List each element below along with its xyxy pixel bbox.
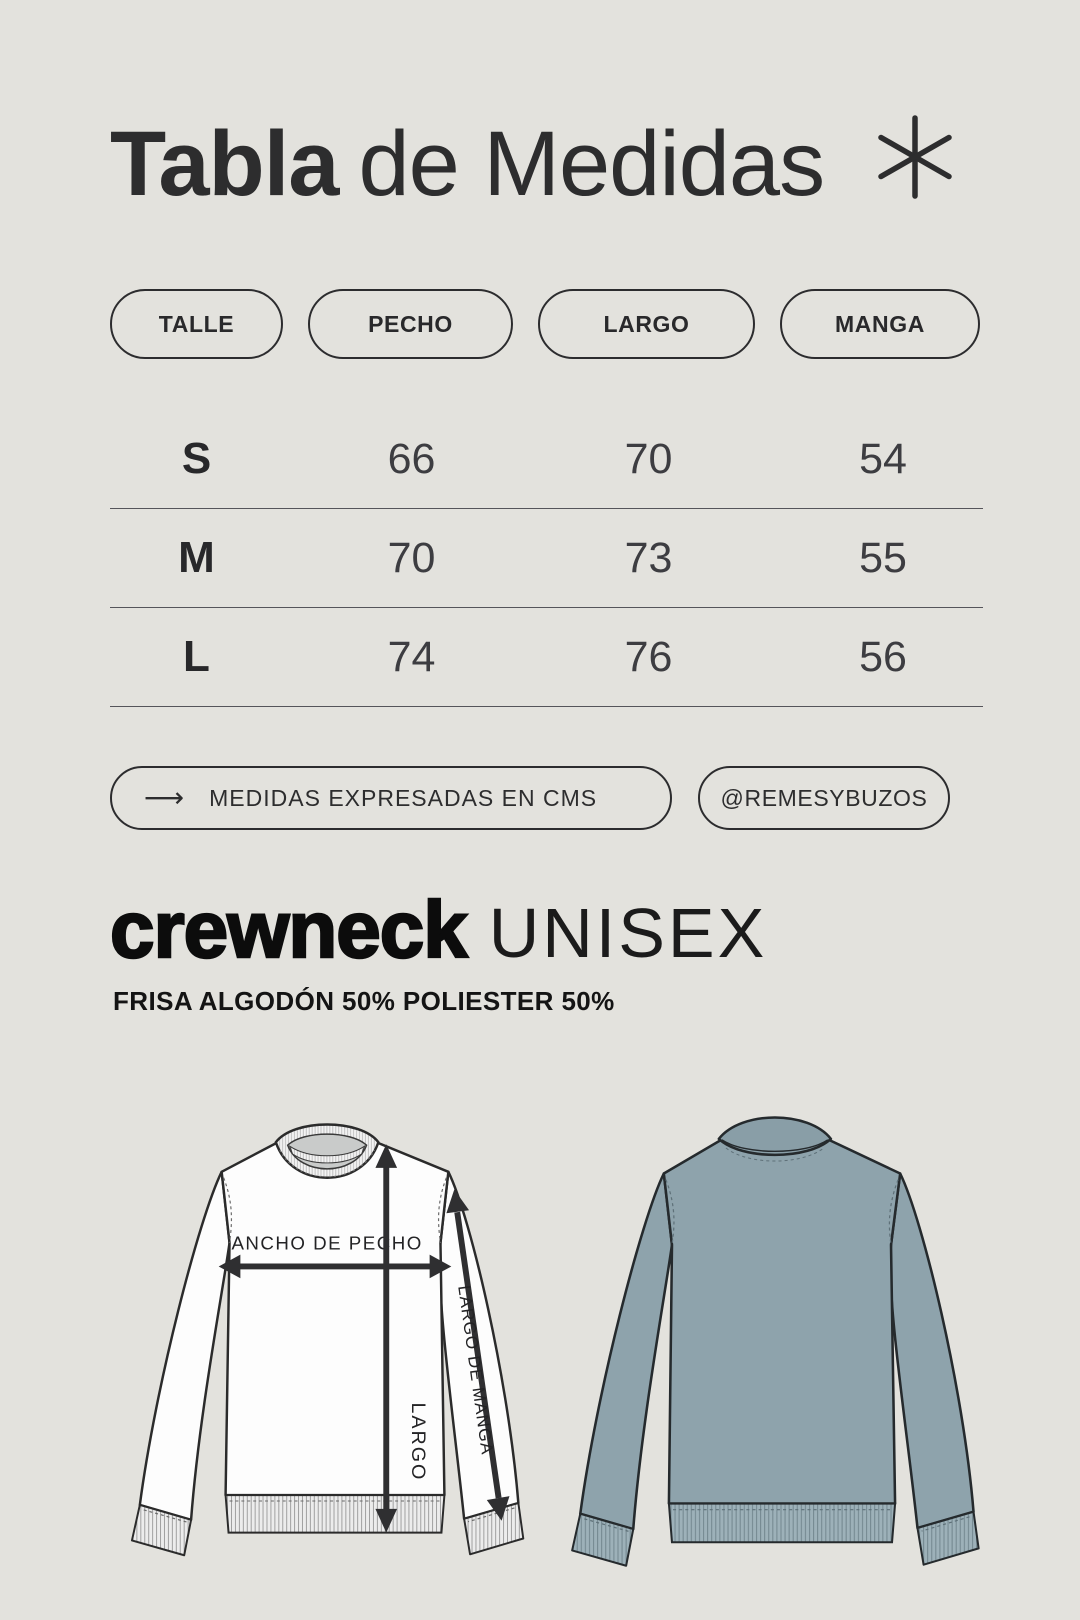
table-row-s <box>110 410 983 509</box>
social-handle-text: @REMESYBUZOS <box>720 784 928 811</box>
chest-width-label: ANCHO DE PECHO <box>231 1232 423 1254</box>
page-title-light: de Medidas <box>358 113 825 215</box>
page-title <box>110 113 962 215</box>
notes-row <box>110 766 950 830</box>
sleeve-value: 56 <box>859 632 907 681</box>
table-row-l <box>110 608 983 707</box>
length-value: 76 <box>624 632 673 681</box>
garment-figures <box>128 1092 996 1581</box>
back-body <box>664 1139 900 1504</box>
social-handle-pill <box>698 766 950 830</box>
size-label: M <box>178 533 215 582</box>
column-pill-largo: LARGO <box>538 289 755 359</box>
sleeve-value: 55 <box>859 533 907 582</box>
right-arrow-icon: ⟶ <box>144 781 186 814</box>
size-table <box>110 410 983 707</box>
front-hem-band <box>226 1495 445 1532</box>
asterisk-icon <box>872 114 958 200</box>
chest-value: 74 <box>387 632 436 681</box>
back-hem-band <box>669 1504 895 1543</box>
length-value: 70 <box>624 434 673 483</box>
table-header-row <box>110 289 980 359</box>
units-note-text: MEDIDAS EXPRESADAS EN CMS <box>209 784 598 811</box>
units-note-pill <box>110 766 672 830</box>
product-name-strong: crewneck <box>110 885 467 974</box>
sweatshirt-front-figure <box>128 1092 542 1571</box>
product-name <box>110 885 768 974</box>
sweatshirt-back-figure <box>568 1092 996 1581</box>
product-block <box>110 885 768 1017</box>
chest-value: 70 <box>387 533 436 582</box>
sleeve-value: 54 <box>859 434 907 483</box>
sleeve-length-label: LARGO DE MANGA <box>454 1284 498 1457</box>
body-length-label: LARGO <box>406 1402 429 1482</box>
page-header <box>110 113 962 218</box>
size-label: S <box>181 434 212 483</box>
product-material: FRISA ALGODÓN 50% POLIESTER 50% <box>113 986 615 1016</box>
length-value: 73 <box>624 533 673 582</box>
page-title-strong: Tabla <box>110 113 339 215</box>
product-name-variant: UNISEX <box>488 894 768 972</box>
chest-value: 66 <box>387 434 436 483</box>
column-pill-pecho: PECHO <box>308 289 513 359</box>
column-pill-talle: TALLE <box>110 289 283 359</box>
column-pill-manga: MANGA <box>780 289 980 359</box>
size-label: L <box>183 632 210 681</box>
table-row-m <box>110 509 983 608</box>
